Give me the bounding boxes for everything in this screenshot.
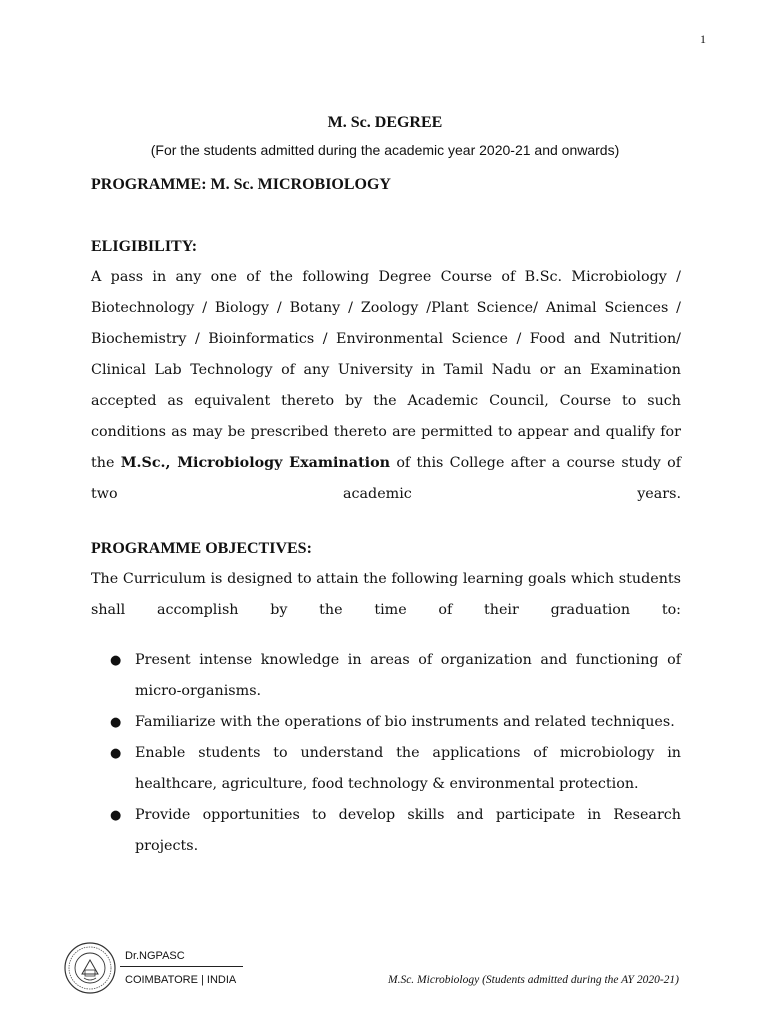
footer-org: Dr.NGPASC [125,950,185,962]
bullet-text: Provide opportunities to develop skills and participate in Research [135,807,681,823]
eligibility-line: two academic years. [91,486,681,502]
list-item [110,738,681,800]
bullet-icon: ● [110,653,122,668]
bullet-text: projects. [135,838,199,854]
programme-title: PROGRAMME: M. Sc. MICROBIOLOGY [91,176,391,193]
footer-city: COIMBATORE | INDIA [125,974,237,986]
objectives-intro [91,564,681,626]
eligibility-line: Biotechnology / Biology / Botany / Zoology /Plant Science/ Animal Sciences / [91,300,681,316]
eligibility-heading: ELIGIBILITY: [91,238,198,255]
bullet-text: Enable students to understand the applications of microbiology in [135,745,681,761]
eligibility-line-start: the [91,455,115,471]
bullet-text: Familiarize with the operations of bio instruments and related techniques. [135,714,675,730]
bullet-text: healthcare, agriculture, food technology & environmental protection. [135,776,639,792]
eligibility-line: conditions as may be prescribed thereto are permitted to appear and qualify for [91,424,681,440]
bullet-icon: ● [110,715,122,730]
bullet-text: micro-organisms. [135,683,262,699]
eligibility-paragraph [91,262,681,510]
objectives-intro-line: The Curriculum is designed to attain the following learning goals which students [91,571,681,587]
footer-course-note: M.Sc. Microbiology (Students admitted during the AY 2020-21) [388,974,679,986]
eligibility-line: Clinical Lab Technology of any University in Tamil Nadu or an Examination [91,362,681,378]
bullet-icon: ● [110,808,122,823]
footer-divider [120,966,243,967]
page-number: 1 [700,32,706,46]
bullet-text: Present intense knowledge in areas of organization and functioning of [135,652,681,668]
objectives-intro-line: shall accomplish by the time of their graduation to: [91,602,681,618]
degree-title: M. Sc. DEGREE [327,114,443,131]
list-item [110,707,681,738]
list-item [110,645,681,707]
objectives-list [110,645,681,862]
examination-name: M.Sc., Microbiology Examination [120,455,391,471]
bullet-icon: ● [110,746,122,761]
eligibility-line: Biochemistry / Bioinformatics / Environmental Science / Food and Nutrition/ [91,331,681,347]
admission-subtitle: (For the students admitted during the academic year 2020-21 and onwards) [150,142,620,158]
objectives-heading: PROGRAMME OBJECTIVES: [91,540,312,557]
eligibility-line [91,448,681,479]
eligibility-line-end: of this College after a course study of [396,455,682,471]
eligibility-line: accepted as equivalent thereto by the Academic Council, Course to such [91,393,681,409]
eligibility-line: A pass in any one of the following Degree Course of B.Sc. Microbiology / [91,269,681,285]
list-item [110,800,681,862]
college-seal-icon [64,942,116,994]
